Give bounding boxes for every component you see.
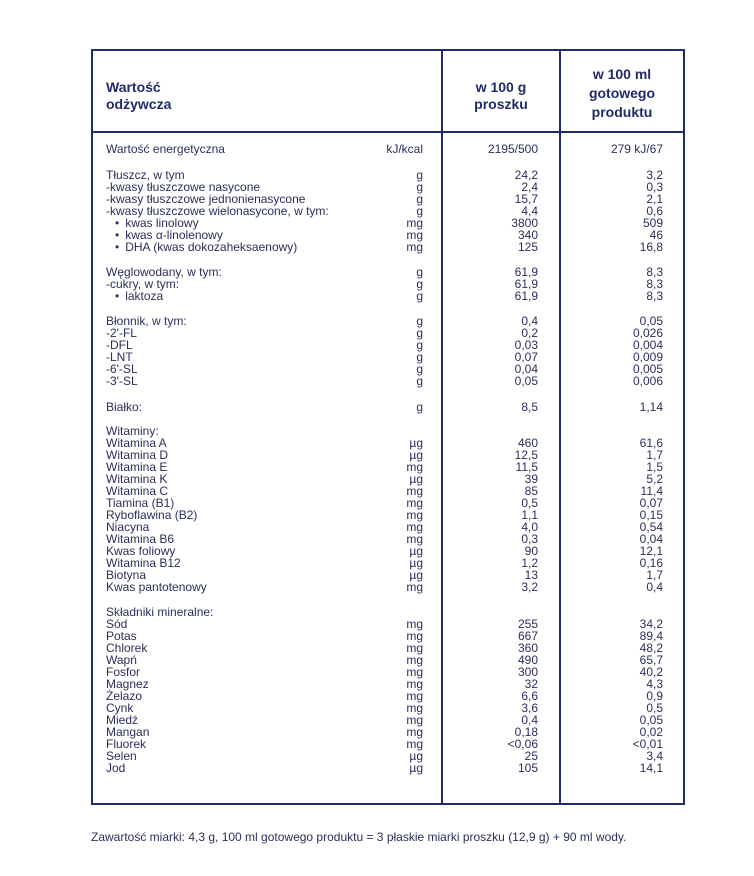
nutrient-label: • kwas linolowy bbox=[115, 217, 199, 229]
value-per-100ml: 0,15 bbox=[639, 508, 663, 522]
nutrient-label: Chlorek bbox=[106, 641, 148, 655]
nutrient-unit: µg bbox=[409, 556, 423, 570]
value-per-100ml: 34,2 bbox=[639, 617, 663, 631]
value-per-100ml: 8,3 bbox=[646, 277, 663, 291]
nutrient-label: Mangan bbox=[106, 725, 150, 739]
value-per-100g: 0,2 bbox=[521, 326, 538, 340]
value-per-100g: 0,5 bbox=[521, 496, 538, 510]
value-per-100ml: 0,04 bbox=[639, 532, 663, 546]
nutrient-unit: g bbox=[416, 326, 423, 340]
value-per-100g: 125 bbox=[517, 240, 538, 254]
table-row bbox=[93, 375, 683, 387]
value-per-100g: 360 bbox=[517, 641, 538, 655]
value-per-100g: 24,2 bbox=[514, 168, 538, 182]
value-per-100g: <0,06 bbox=[507, 737, 538, 751]
nutrient-unit: mg bbox=[406, 580, 423, 594]
nutrient-unit: mg bbox=[406, 216, 423, 230]
table-row bbox=[93, 738, 683, 750]
nutrient-label: Witamina D bbox=[106, 448, 169, 462]
header-per-100ml-product: w 100 ml gotowego produktu bbox=[588, 66, 656, 120]
value-per-100g: 667 bbox=[517, 629, 538, 643]
nutrient-label: Witamina K bbox=[106, 472, 168, 486]
nutrient-unit: g bbox=[416, 265, 423, 279]
nutrient-unit: µg bbox=[409, 436, 423, 450]
nutrient-unit: mg bbox=[406, 240, 423, 254]
value-per-100ml: <0,01 bbox=[632, 737, 663, 751]
value-per-100g: 13 bbox=[524, 568, 538, 582]
value-per-100ml: 1,14 bbox=[639, 400, 663, 414]
nutrient-unit: mg bbox=[406, 520, 423, 534]
value-per-100g: 0,04 bbox=[514, 362, 538, 376]
footnote: Zawartość miarki: 4,3 g, 100 ml gotowego produktu = 3 płaskie miarki proszku (12,9 g) + 90 ml wody. bbox=[91, 830, 627, 844]
nutrient-label: -6'-SL bbox=[106, 362, 138, 376]
nutrient-unit: mg bbox=[406, 737, 423, 751]
table-row bbox=[93, 351, 683, 363]
nutrient-unit: mg bbox=[406, 508, 423, 522]
nutrient-label: Wapń bbox=[106, 653, 137, 667]
value-per-100g: 3800 bbox=[511, 216, 538, 230]
nutrient-unit: µg bbox=[409, 761, 423, 775]
value-per-100ml: 16,8 bbox=[639, 240, 663, 254]
table-row bbox=[93, 437, 683, 449]
table-row bbox=[93, 690, 683, 702]
value-per-100g: 4,0 bbox=[521, 520, 538, 534]
nutrient-label: -3'-SL bbox=[106, 374, 138, 388]
nutrient-label: -kwasy tłuszczowe nasycone bbox=[106, 180, 261, 194]
nutrient-label: Kwas pantotenowy bbox=[106, 580, 207, 594]
nutrient-label: Ryboflawina (B2) bbox=[106, 508, 198, 522]
value-per-100ml: 8,3 bbox=[646, 265, 663, 279]
value-per-100ml: 0,006 bbox=[632, 374, 663, 388]
table-row bbox=[93, 327, 683, 339]
table-row bbox=[93, 762, 683, 774]
nutrient-unit: mg bbox=[406, 725, 423, 739]
nutrient-label: Witaminy: bbox=[106, 424, 159, 438]
value-per-100ml: 2,1 bbox=[646, 192, 663, 206]
nutrient-unit: g bbox=[416, 289, 423, 303]
table-row bbox=[93, 726, 683, 738]
value-per-100ml: 0,4 bbox=[646, 580, 663, 594]
table-row bbox=[93, 545, 683, 557]
value-per-100ml: 0,3 bbox=[646, 180, 663, 194]
table-row bbox=[93, 557, 683, 569]
nutrient-label: Fosfor bbox=[106, 665, 141, 679]
value-per-100g: 0,07 bbox=[514, 350, 538, 364]
value-per-100g: 490 bbox=[517, 653, 538, 667]
table-row bbox=[93, 678, 683, 690]
value-per-100ml: 11,4 bbox=[640, 484, 663, 498]
nutrient-unit: mg bbox=[406, 713, 423, 727]
value-per-100ml: 0,6 bbox=[646, 204, 663, 218]
nutrient-label: Niacyna bbox=[106, 520, 150, 534]
nutrient-unit: g bbox=[416, 374, 423, 388]
nutrient-unit: g bbox=[416, 168, 423, 182]
table-row bbox=[93, 241, 683, 253]
value-per-100ml: 3,2 bbox=[646, 168, 663, 182]
value-per-100ml: 14,1 bbox=[639, 761, 663, 775]
value-per-100g: 460 bbox=[517, 436, 538, 450]
value-per-100g: 255 bbox=[517, 617, 538, 631]
value-per-100ml: 0,005 bbox=[632, 362, 663, 376]
table-row bbox=[93, 473, 683, 485]
nutrient-label: Węglowodany, w tym: bbox=[106, 265, 222, 279]
table-row bbox=[93, 485, 683, 497]
nutrient-unit: g bbox=[416, 400, 423, 414]
nutrient-label: Witamina B12 bbox=[106, 556, 181, 570]
nutrient-unit: g bbox=[416, 204, 423, 218]
value-per-100ml: 0,009 bbox=[632, 350, 663, 364]
nutrient-label: Selen bbox=[106, 749, 137, 763]
table-row bbox=[93, 618, 683, 630]
table-row bbox=[93, 339, 683, 351]
nutrient-unit: g bbox=[416, 314, 423, 328]
table-row bbox=[93, 750, 683, 762]
nutrient-label: Fluorek bbox=[106, 737, 147, 751]
value-per-100ml: 0,54 bbox=[639, 520, 663, 534]
value-per-100g: 6,6 bbox=[521, 689, 538, 703]
nutrient-unit: mg bbox=[406, 677, 423, 691]
value-per-100ml: 0,5 bbox=[646, 701, 663, 715]
value-per-100ml: 1,7 bbox=[646, 448, 663, 462]
value-per-100g: 105 bbox=[517, 761, 538, 775]
table-row bbox=[93, 461, 683, 473]
value-per-100ml: 12,1 bbox=[639, 544, 663, 558]
value-per-100g: 0,4 bbox=[521, 713, 538, 727]
value-per-100g: 1,2 bbox=[521, 556, 538, 570]
value-per-100g: 12,5 bbox=[514, 448, 538, 462]
nutrient-label: Biotyna bbox=[106, 568, 147, 582]
nutrient-label: -kwasy tłuszczowe jednonienasycone bbox=[106, 192, 306, 206]
value-per-100ml: 0,05 bbox=[639, 713, 663, 727]
table-row bbox=[93, 642, 683, 654]
table-row bbox=[93, 363, 683, 375]
nutrient-unit: µg bbox=[409, 448, 423, 462]
table-row bbox=[93, 278, 683, 290]
value-per-100g: 15,7 bbox=[514, 192, 538, 206]
value-per-100g: 1,1 bbox=[521, 508, 538, 522]
value-per-100g: 2195/500 bbox=[487, 142, 538, 156]
value-per-100g: 340 bbox=[517, 228, 538, 242]
value-per-100g: 39 bbox=[524, 472, 538, 486]
table-row bbox=[93, 449, 683, 461]
value-per-100ml: 0,02 bbox=[639, 725, 663, 739]
table-row bbox=[93, 143, 683, 155]
table-row bbox=[93, 290, 683, 302]
value-per-100g: 90 bbox=[524, 544, 538, 558]
value-per-100g: 0,4 bbox=[521, 314, 538, 328]
value-per-100ml: 509 bbox=[642, 216, 663, 230]
nutrient-unit: mg bbox=[406, 689, 423, 703]
nutrient-label: Błonnik, w tym: bbox=[106, 314, 187, 328]
value-per-100g: 0,03 bbox=[514, 338, 538, 352]
value-per-100g: 0,3 bbox=[521, 532, 538, 546]
value-per-100g: 61,9 bbox=[514, 265, 538, 279]
nutrient-unit: kJ/kcal bbox=[386, 142, 423, 156]
nutrient-label: Jod bbox=[106, 761, 126, 775]
nutrient-label: -kwasy tłuszczowe wielonasycone, w tym: bbox=[106, 204, 329, 218]
table-row bbox=[93, 425, 683, 437]
nutrient-label: Witamina E bbox=[106, 460, 168, 474]
table-row bbox=[93, 266, 683, 278]
table-row bbox=[93, 654, 683, 666]
value-per-100ml: 1,5 bbox=[646, 460, 663, 474]
table-row bbox=[93, 581, 683, 593]
header-divider bbox=[93, 131, 683, 133]
nutrient-label: Magnez bbox=[106, 677, 149, 691]
value-per-100ml: 4,3 bbox=[646, 677, 663, 691]
nutrient-unit: g bbox=[416, 192, 423, 206]
value-per-100g: 8,5 bbox=[521, 400, 538, 414]
nutrient-unit: mg bbox=[406, 701, 423, 715]
table-row bbox=[93, 401, 683, 413]
value-per-100g: 2,4 bbox=[521, 180, 538, 194]
value-per-100ml: 3,4 bbox=[646, 749, 663, 763]
nutrient-label: • DHA (kwas dokozaheksaenowy) bbox=[115, 241, 297, 253]
value-per-100g: 25 bbox=[524, 749, 538, 763]
header-nutrition-value: Wartość odżywcza bbox=[106, 79, 172, 112]
value-per-100g: 61,9 bbox=[514, 277, 538, 291]
table-row bbox=[93, 509, 683, 521]
value-per-100ml: 0,9 bbox=[646, 689, 663, 703]
nutrient-label: Sód bbox=[106, 617, 128, 631]
value-per-100ml: 89,4 bbox=[639, 629, 663, 643]
value-per-100ml: 0,07 bbox=[639, 496, 663, 510]
nutrient-label: Żelazo bbox=[106, 689, 143, 703]
nutrient-label: -DFL bbox=[106, 338, 133, 352]
nutrient-label: Potas bbox=[106, 629, 137, 643]
value-per-100ml: 0,004 bbox=[632, 338, 663, 352]
table-row bbox=[93, 666, 683, 678]
value-per-100ml: 1,7 bbox=[646, 568, 663, 582]
nutrient-label: Kwas foliowy bbox=[106, 544, 176, 558]
value-per-100g: 300 bbox=[517, 665, 538, 679]
table-row bbox=[93, 533, 683, 545]
value-per-100g: 85 bbox=[524, 484, 538, 498]
nutrient-label: • kwas α-linolenowy bbox=[115, 229, 223, 241]
value-per-100ml: 279 kJ/67 bbox=[610, 142, 663, 156]
header-per-100g-powder: w 100 g proszku bbox=[474, 79, 528, 112]
nutrient-unit: µg bbox=[409, 749, 423, 763]
nutrient-label: Wartość energetyczna bbox=[106, 142, 225, 156]
nutrient-label: Witamina A bbox=[106, 436, 167, 450]
nutrient-unit: µg bbox=[409, 568, 423, 582]
nutrient-label: Tłuszcz, w tym bbox=[106, 168, 185, 182]
nutrient-unit: mg bbox=[406, 228, 423, 242]
nutrition-table bbox=[91, 49, 685, 805]
value-per-100ml: 0,026 bbox=[632, 326, 663, 340]
nutrient-label: Miedź bbox=[106, 713, 139, 727]
value-per-100g: 4,4 bbox=[521, 204, 538, 218]
value-per-100ml: 40,2 bbox=[639, 665, 663, 679]
nutrient-unit: g bbox=[416, 180, 423, 194]
value-per-100g: 0,05 bbox=[514, 374, 538, 388]
table-row bbox=[93, 714, 683, 726]
table-row bbox=[93, 606, 683, 618]
nutrient-unit: mg bbox=[406, 629, 423, 643]
nutrient-unit: µg bbox=[409, 544, 423, 558]
table-row bbox=[93, 521, 683, 533]
nutrient-unit: g bbox=[416, 338, 423, 352]
table-row bbox=[93, 630, 683, 642]
value-per-100ml: 0,05 bbox=[639, 314, 663, 328]
value-per-100g: 61,9 bbox=[514, 289, 538, 303]
nutrient-unit: g bbox=[416, 277, 423, 291]
nutrient-label: -LNT bbox=[106, 350, 133, 364]
value-per-100ml: 46 bbox=[649, 228, 663, 242]
value-per-100ml: 48,2 bbox=[639, 641, 663, 655]
value-per-100g: 32 bbox=[524, 677, 538, 691]
nutrient-label: • laktoza bbox=[115, 290, 163, 302]
nutrient-label: Cynk bbox=[106, 701, 134, 715]
nutrient-label: Witamina C bbox=[106, 484, 169, 498]
nutrient-label: Tiamina (B1) bbox=[106, 496, 175, 510]
nutrient-unit: mg bbox=[406, 641, 423, 655]
nutrient-unit: g bbox=[416, 350, 423, 364]
nutrient-unit: mg bbox=[406, 653, 423, 667]
nutrient-unit: mg bbox=[406, 460, 423, 474]
nutrient-label: -cukry, w tym: bbox=[106, 277, 180, 291]
nutrient-label: -2'-FL bbox=[106, 326, 137, 340]
table-row bbox=[93, 702, 683, 714]
value-per-100ml: 8,3 bbox=[646, 289, 663, 303]
nutrient-unit: mg bbox=[406, 532, 423, 546]
value-per-100ml: 0,16 bbox=[639, 556, 663, 570]
nutrient-unit: g bbox=[416, 362, 423, 376]
nutrient-label: Witamina B6 bbox=[106, 532, 175, 546]
nutrient-label: Białko: bbox=[106, 400, 143, 414]
nutrient-unit: mg bbox=[406, 484, 423, 498]
value-per-100ml: 61,6 bbox=[639, 436, 663, 450]
table-row bbox=[93, 315, 683, 327]
nutrient-unit: mg bbox=[406, 617, 423, 631]
nutrient-label: Składniki mineralne: bbox=[106, 605, 214, 619]
nutrient-unit: mg bbox=[406, 496, 423, 510]
nutrient-unit: mg bbox=[406, 665, 423, 679]
value-per-100g: 3,2 bbox=[521, 580, 538, 594]
value-per-100g: 0,18 bbox=[514, 725, 538, 739]
value-per-100g: 3,6 bbox=[521, 701, 538, 715]
value-per-100ml: 65,7 bbox=[639, 653, 663, 667]
value-per-100g: 11,5 bbox=[515, 460, 538, 474]
value-per-100ml: 5,2 bbox=[646, 472, 663, 486]
nutrient-unit: µg bbox=[409, 472, 423, 486]
